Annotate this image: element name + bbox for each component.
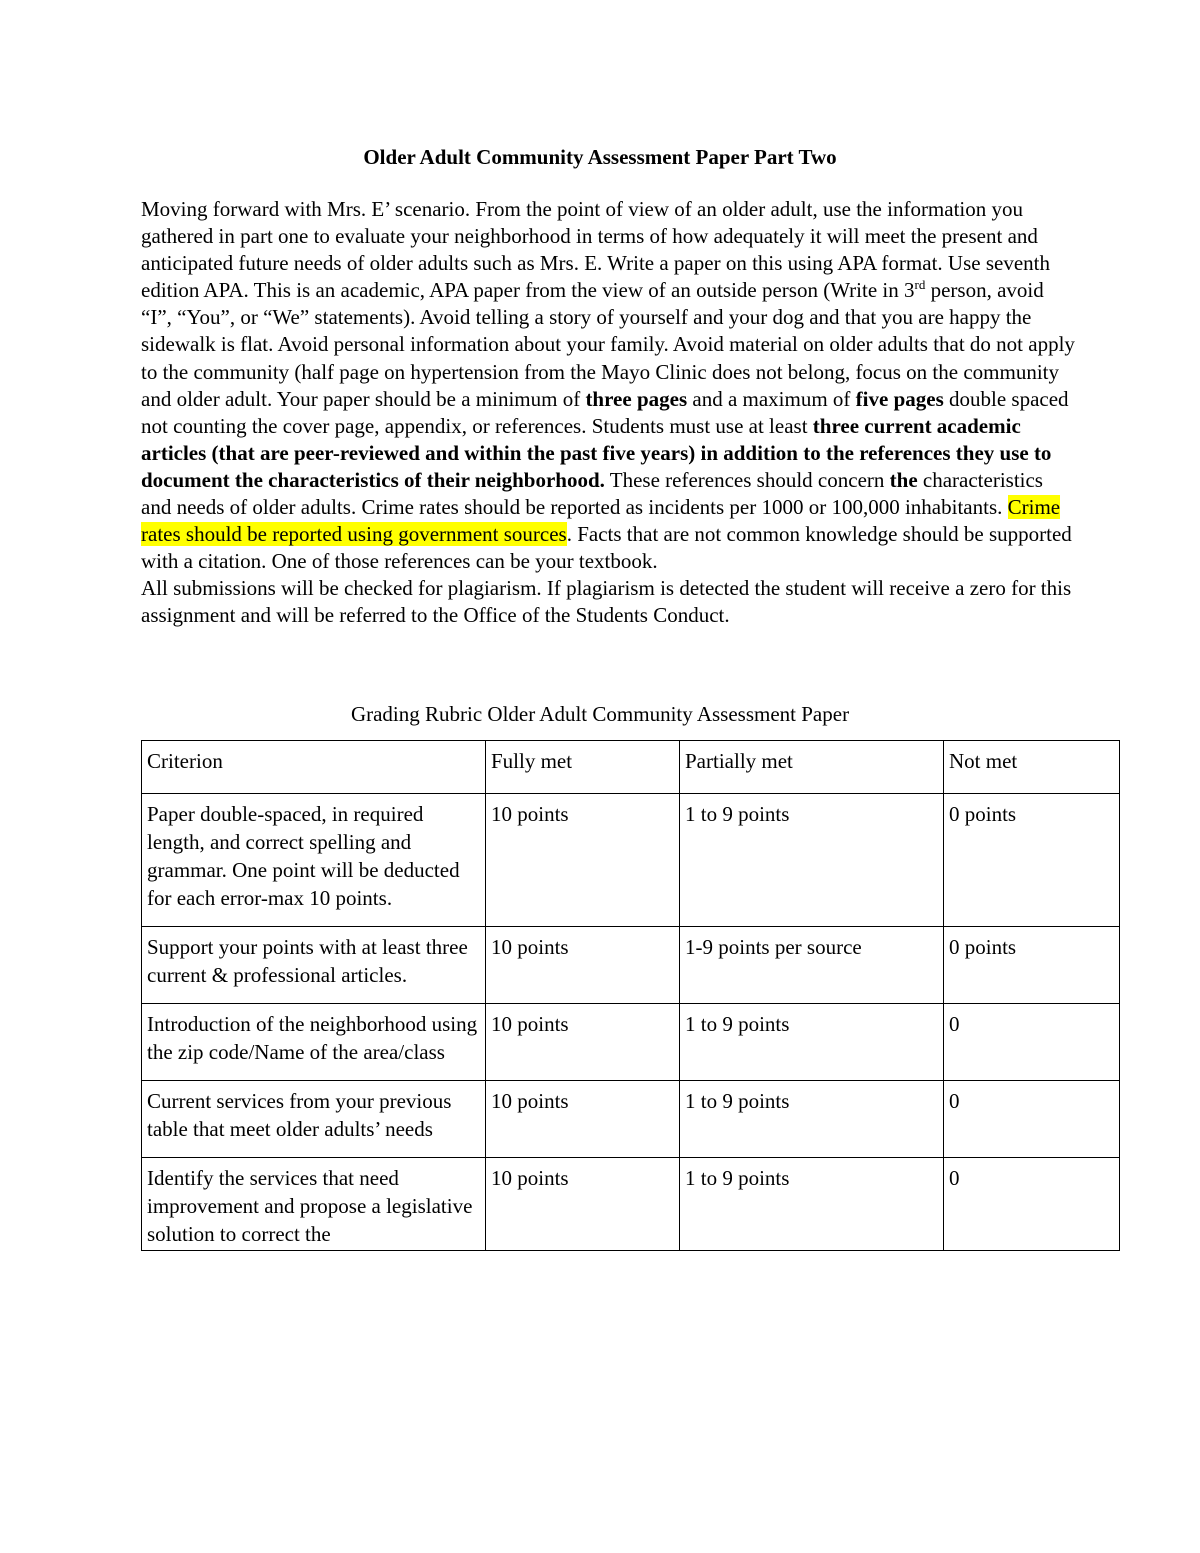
criterion-cell: Identify the services that need improvement and propose a legislative solution to correct the	[142, 1158, 486, 1251]
header-not-met: Not met	[944, 741, 1120, 794]
superscript-rd: rd	[914, 277, 926, 293]
fully-met-cell: 10 points	[486, 927, 680, 1004]
bold-three-pages: three pages	[585, 386, 688, 411]
table-row	[142, 1004, 1120, 1081]
not-met-cell: 0	[944, 1004, 1120, 1081]
bold-the: the	[889, 467, 918, 492]
not-met-cell: 0	[944, 1158, 1120, 1251]
instructions-text: and a maximum of	[687, 386, 856, 411]
not-met-cell: 0 points	[944, 927, 1120, 1004]
header-criterion: Criterion	[142, 741, 486, 794]
table-row	[142, 1081, 1120, 1158]
criterion-cell: Support your points with at least three current & professional articles.	[142, 927, 486, 1004]
instructions-text: double spaced not counting the cover page, appendix, or references. Students must use at least	[141, 386, 1069, 438]
criterion-cell: Introduction of the neighborhood using the zip code/Name of the area/class	[142, 1004, 486, 1081]
instructions-text: . Facts that are not common knowledge should be supported with a citation. One of those references can be your textbook.	[141, 522, 1072, 574]
fully-met-cell: 10 points	[486, 794, 680, 927]
partially-met-cell: 1-9 points per source	[680, 927, 944, 1004]
instructions-text: These references should concern	[604, 467, 890, 492]
fully-met-cell: 10 points	[486, 1004, 680, 1081]
rubric-title: Grading Rubric Older Adult Community Assessment Paper	[350, 702, 850, 726]
document-title: Older Adult Community Assessment Paper Part Two	[363, 145, 837, 169]
table-row	[142, 1158, 1120, 1251]
instructions-text: Moving forward with Mrs. E’ scenario. From the point of view of an older adult, use the information you gathered in part one to evaluate your neighborhood in terms of how adequately it will meet the present and anticipated future needs of older adults such as Mrs. E. Write a paper on this using APA format. Use seventh edition APA. This is an academic, APA paper from the view of an outside person (Write in 3	[141, 197, 1050, 303]
instructions-text: person, avoid “I”, “You”, or “We” statements). Avoid telling a story of yourself and your dog and that you are happy the sidewalk is flat. Avoid personal information about your family. Avoid material on older adults that do not apply to the community (half page on hypertension from the Mayo Clinic does not belong, focus on the community and older adult. Your paper should be a minimum of	[141, 278, 1075, 411]
partially-met-cell: 1 to 9 points	[680, 1081, 944, 1158]
table-row	[142, 927, 1120, 1004]
partially-met-cell: 1 to 9 points	[680, 794, 944, 927]
grading-rubric-table	[141, 740, 1120, 1251]
table-row	[142, 794, 1120, 927]
not-met-cell: 0	[944, 1081, 1120, 1158]
partially-met-cell: 1 to 9 points	[680, 1004, 944, 1081]
fully-met-cell: 10 points	[486, 1081, 680, 1158]
not-met-cell: 0 points	[944, 794, 1120, 927]
header-fully-met: Fully met	[486, 741, 680, 794]
highlighted-crime-rates: Crime rates should be reported using government sources	[141, 495, 1061, 547]
table-header-row	[142, 741, 1120, 794]
header-partially-met: Partially met	[680, 741, 944, 794]
bold-five-pages: five pages	[855, 386, 944, 411]
instructions-paragraph	[141, 196, 1076, 575]
fully-met-cell: 10 points	[486, 1158, 680, 1251]
plagiarism-paragraph: All submissions will be checked for plagiarism. If plagiarism is detected the student will receive a zero for this assignment and will be referred to the Office of the Students Conduct.	[141, 576, 1072, 628]
criterion-cell: Current services from your previous table that meet older adults’ needs	[142, 1081, 486, 1158]
criterion-cell: Paper double-spaced, in required length, and correct spelling and grammar. One point will be deducted for each error-max 10 points.	[142, 794, 486, 927]
instructions-text: characteristics and needs of older adults. Crime rates should be reported as incidents per 1000 or 100,000 inhabitants.	[141, 467, 1043, 520]
partially-met-cell: 1 to 9 points	[680, 1158, 944, 1251]
assignment-instructions	[141, 196, 1076, 630]
bold-articles-requirement: three current academic articles (that are peer-reviewed and within the past five years) in addition to the references they use to document the characteristics of their neighborhood.	[141, 413, 1052, 492]
